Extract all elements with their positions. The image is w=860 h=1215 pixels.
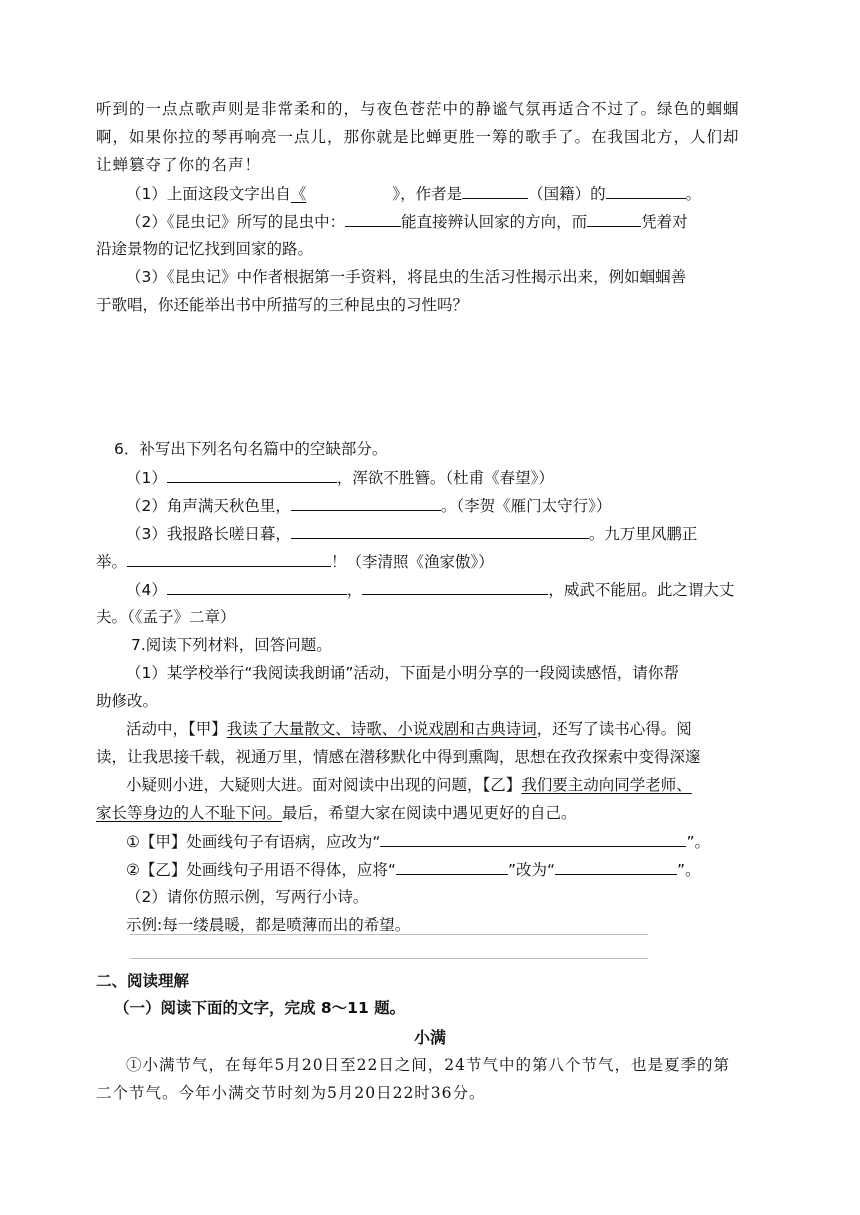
passage-line: 听到的一点点歌声则是非常柔和的，与夜色苍茫中的静谧气氛再适合不过了。绿色的蝈蝈 — [96, 100, 740, 118]
q7-answer-1: ①【甲】处画线句子有语病，应改为“ ”。 — [126, 830, 710, 853]
article-paragraph: ①小满节气，在每年5月20日至22日之间，24节气中的第八个节气，也是夏季的第 — [126, 1056, 731, 1074]
q6-title: 6．补写出下列名句名篇中的空缺部分。 — [114, 440, 388, 458]
answer-blank[interactable] — [127, 550, 331, 567]
q7-part-2: （2）请你仿照示例，写两行小诗。 — [126, 888, 369, 906]
book-title-blank[interactable]: 《 — [290, 185, 307, 203]
q7-title: 7.阅读下列材料，回答问题。 — [131, 636, 332, 654]
section-heading: 二、阅读理解 — [96, 972, 190, 990]
answer-blank[interactable] — [291, 522, 589, 539]
answer-blank[interactable] — [462, 182, 528, 199]
answer-blank[interactable] — [587, 210, 641, 227]
q6-item-4-cont: 夫。（《孟子》二章） — [96, 608, 236, 626]
passage-line: 啊，如果你拉的琴再响亮一点儿，那你就是比蝉更胜一筹的歌手了。在我国北方，人们却 — [96, 128, 740, 146]
label-yi: 【乙】 — [482, 776, 522, 794]
q6-item-2: （2）角声满天秋色里， 。（李贺《雁门太守行》） — [126, 494, 611, 517]
answer-blank[interactable] — [555, 858, 677, 875]
q7-answer-2: ②【乙】处画线句子用语不得体，应将“ ”改为“ ”。 — [126, 858, 701, 881]
underlined-sentence-jia: 我读了大量散文、诗歌、小说戏剧和古典诗词 — [226, 720, 537, 738]
answer-blank[interactable] — [396, 858, 508, 875]
q5-item-3: （3）《昆虫记》中作者根据第一手资料，将昆虫的生活习性揭示出来，例如蝈蝈善 — [126, 268, 687, 286]
answer-blank[interactable] — [606, 182, 686, 199]
answer-line[interactable] — [130, 958, 648, 959]
q7-example: 示例:每一缕晨暖，都是喷薄而出的希望。 — [126, 916, 411, 934]
article-paragraph-cont: 二个节气。今年小满交节时刻为5月20日22时36分。 — [96, 1084, 486, 1102]
answer-blank[interactable] — [380, 830, 686, 847]
answer-blank[interactable] — [362, 578, 548, 595]
q5-item-2: （2）《昆虫记》所写的昆虫中： 能直接辨认回家的方向，而 凭着对 — [126, 210, 688, 233]
underlined-sentence-yi-cont: 家长等身边的人不耻下问。 — [96, 804, 283, 822]
material-line: 小疑则小进，大疑则大进。面对阅读中出现的问题，【乙】我们要主动向同学老师、 — [126, 776, 692, 794]
answer-blank[interactable] — [167, 578, 347, 595]
q6-item-3: （3）我报路长嗟日暮， 。九万里风鹏正 — [126, 522, 697, 545]
underlined-sentence-yi: 我们要主动向同学老师、 — [521, 776, 692, 794]
answer-blank[interactable] — [345, 210, 401, 227]
answer-blank[interactable] — [167, 466, 337, 483]
q5-item-2-cont: 沿途景物的记忆找到回家的路。 — [96, 240, 314, 258]
answer-blank[interactable] — [291, 494, 441, 511]
q7-part-1-cont: 助修改。 — [96, 692, 159, 710]
q6-item-1: （1） ，浑欲不胜簪。（杜甫《春望》） — [126, 466, 554, 489]
q6-item-4: （4） ， ，威武不能屈。此之谓大丈 — [126, 578, 734, 601]
material-line: 活动中，【甲】我读了大量散文、诗歌、小说戏剧和古典诗词，还写了读书心得。阅 — [126, 720, 692, 738]
q7-part-1: （1）某学校举行“我阅读我朗诵”活动，下面是小明分享的一段阅读感悟，请你帮 — [126, 664, 679, 682]
material-line: 家长等身边的人不耻下问。最后，希望大家在阅读中遇见更好的自己。 — [96, 804, 577, 822]
passage-line: 让蝉篡夺了你的名声！ — [96, 156, 262, 174]
q5-item-1: （1）上面这段文字出自《 》，作者是 （国籍）的 。 — [126, 182, 701, 205]
section-subheading: （一）阅读下面的文字，完成 8～11 题。 — [114, 999, 406, 1017]
q6-item-3-cont: 举。 ！（李清照《渔家傲》） — [96, 550, 494, 573]
answer-line[interactable] — [130, 934, 648, 935]
article-title: 小满 — [413, 1028, 446, 1047]
material-line: 读，让我思接千载，视通万里，情感在潜移默化中得到熏陶，思想在孜孜探索中变得深邃 — [96, 748, 701, 766]
q5-item-3-cont: 于歌唱，你还能举出书中所描写的三种昆虫的习性吗？ — [96, 296, 469, 314]
label-jia: 【甲】 — [188, 720, 227, 738]
